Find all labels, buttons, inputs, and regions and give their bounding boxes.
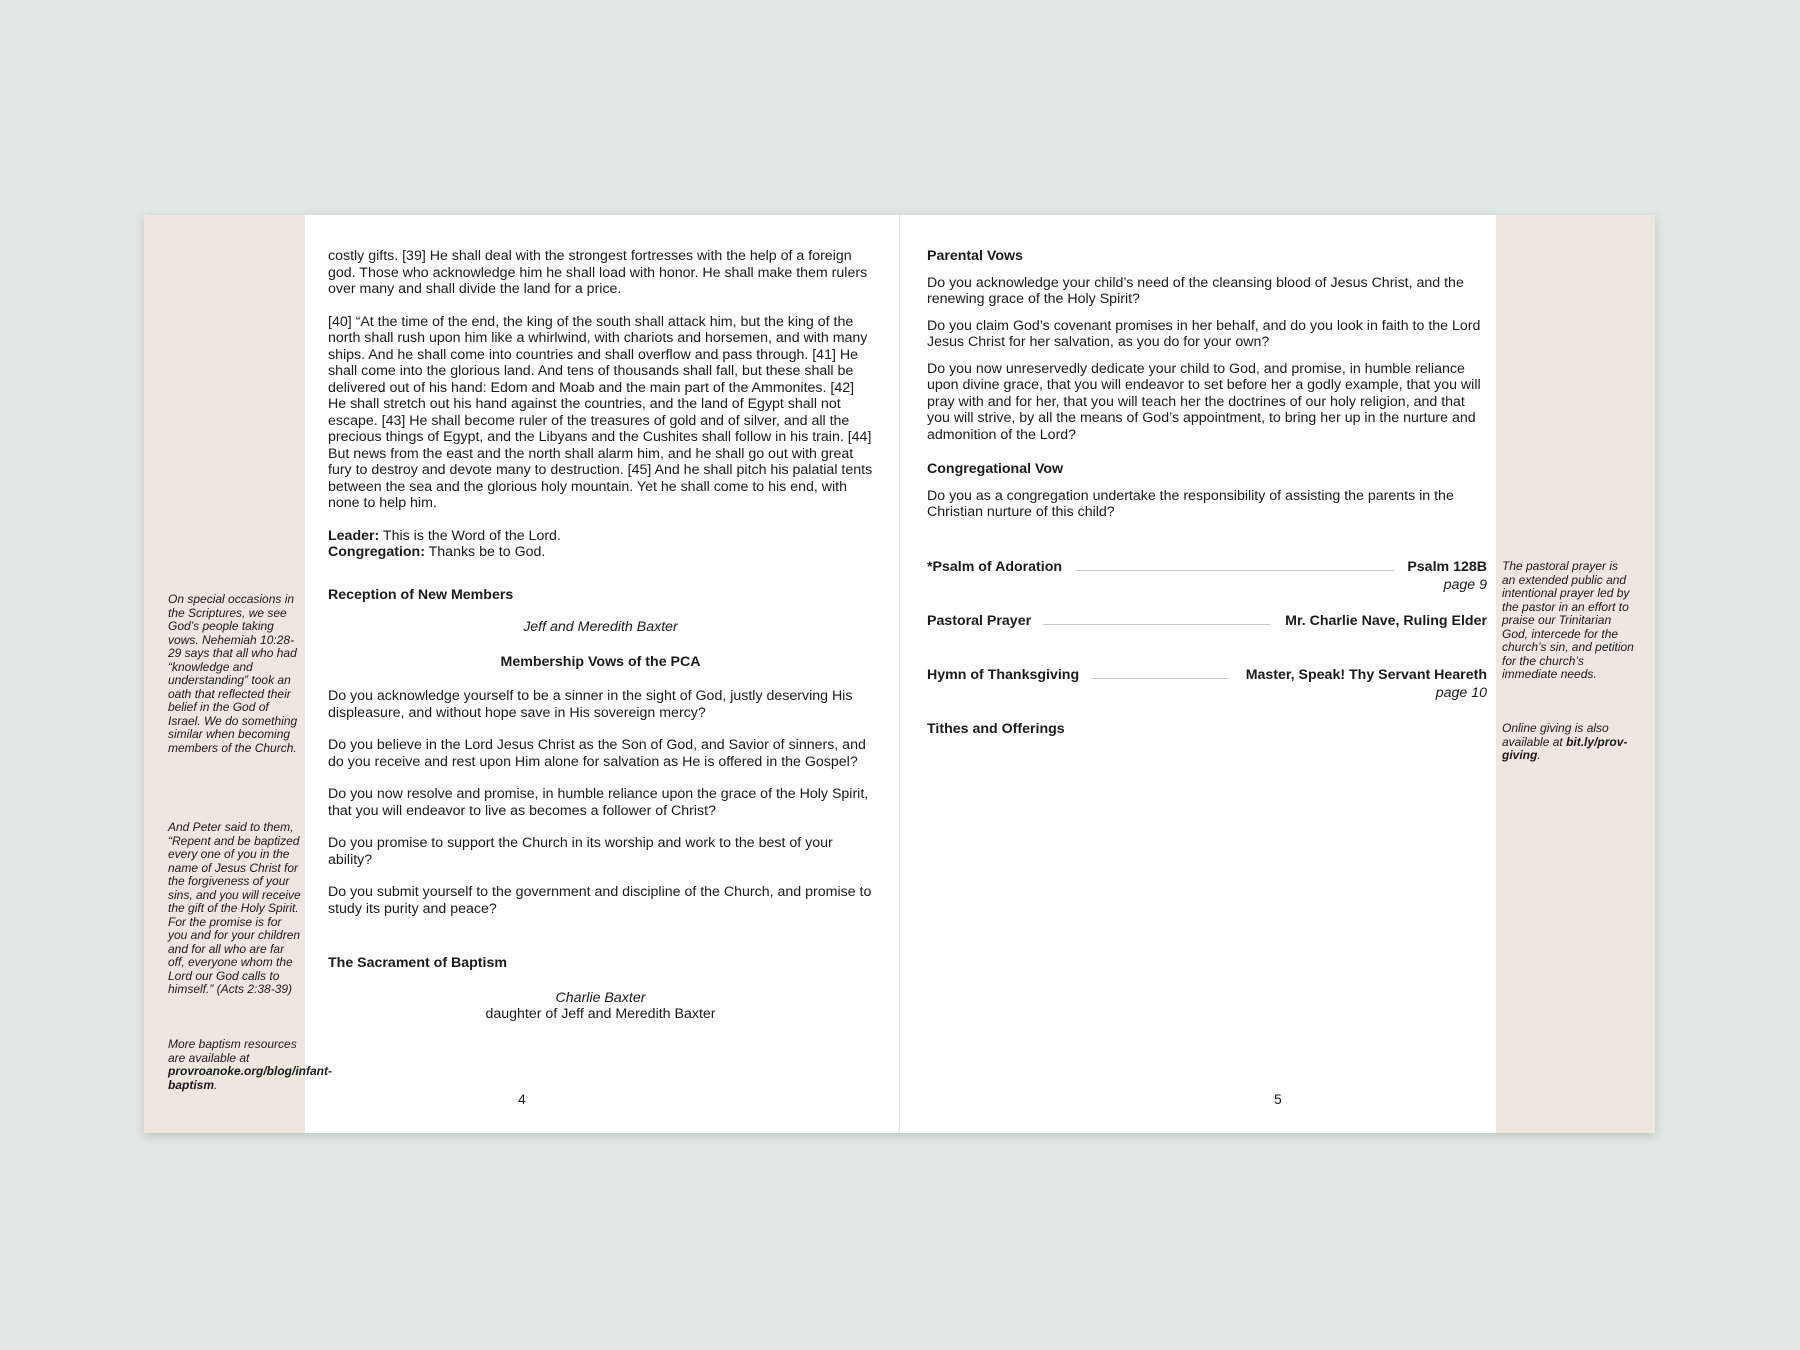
resources-note-lead: More baptism resources are available at [168, 1037, 297, 1065]
resources-note-text [168, 1037, 332, 1092]
parental-vow-3: Do you now unreservedly dedicate your child to God, and promise, in humble reliance upon divine grace, that you will endeavor to set before her a godly example, that you will pray with and for her, that you will teach her the doctrines of our holy religion, and that you will strive, by all the means of God’s appointment, to bring her up in the nurture and admonition of the Lord? [927, 360, 1481, 443]
scripture-reading-paragraph: [40] “At the time of the end, the king of the south shall attack him, but the king of the north shall rush upon him like a whirlwind, with chariots and horsemen, and with many ships. And he shall come into countries and shall overflow and pass through. [41] He shall come into the glorious land. And tens of thousands shall fall, but these shall be delivered out of his hand: Edom and Moab and the main part of the Ammonites. [42] He shall stretch out his hand against the countries, and the land of Egypt shall not escape. [43] He shall become ruler of the treasures of gold and of silver, and all the precious things of Egypt, and the Libyans and the Cushites shall follow in his train. [44] But news from the east and the north shall alarm him, and he shall go out with great fury to destroy and devote many to destruction. [45] And he shall pitch his palatial tents between the sea and the glorious holy mountain. Yet he shall come to his end, with none to help him. [328, 313, 873, 511]
leader-label: Leader: [328, 527, 380, 544]
scripture-reading-continued: costly gifts. [39] He shall deal with the strongest fortresses with the help of a foreign god. Those who acknowledge him he shall load with honor. He shall make them rulers over many and shall divide the land for a price. [328, 248, 868, 297]
page-gutter [899, 215, 900, 1133]
membership-vow-1: Do you acknowledge yourself to be a sinner in the sight of God, justly deserving His displeasure, and without hope save in His sovereign mercy? [328, 688, 853, 721]
baptism-scripture-note [168, 821, 302, 997]
page-number-left: 4 [518, 1091, 526, 1107]
order-item-label: *Psalm of Adoration [927, 559, 1063, 575]
baptism-resources-link[interactable]: provroanoke.org/blog/infant-baptism [168, 1064, 332, 1092]
order-item-label: Pastoral Prayer [927, 613, 1032, 629]
leader-rule [1043, 624, 1270, 625]
baptism-child-parents: daughter of Jeff and Meredith Baxter [485, 1006, 716, 1022]
order-item-page: page 10 [1435, 685, 1487, 701]
online-giving-note-text [1502, 722, 1634, 763]
booklet-spread [144, 215, 1655, 1133]
order-item-page: page 9 [1443, 577, 1487, 593]
leader-rule [1091, 678, 1229, 679]
reception-heading: Reception of New Members [328, 586, 514, 603]
membership-vow-4: Do you promise to support the Church in its worship and work to the best of your ability? [328, 835, 833, 868]
right-page-column [927, 248, 1487, 521]
new-members-names: Jeff and Meredith Baxter [523, 619, 678, 635]
order-item-pastoral-prayer [927, 613, 1487, 633]
membership-vows-heading: Membership Vows of the PCA [500, 653, 701, 670]
baptism-resources-note [168, 1037, 332, 1092]
online-giving-lead: Online giving is also available at [1502, 721, 1609, 749]
membership-vow-2: Do you believe in the Lord Jesus Christ as the Son of God, and Savior of sinners, and do you receive and rest upon Him alone for salvation as He is offered in the Gospel? [328, 737, 866, 770]
acts-note-text: And Peter said to them, “Repent and be baptized every one of you in the name of Jesus Christ for the forgiveness of your sins, and you will receive the gift of the Holy Spirit. For the promise is for you and for your children and for all who are far off, everyone whom the Lord our God calls to himself.” (Acts 2:38-39) [168, 820, 301, 996]
baptism-child-name: Charlie Baxter [555, 989, 646, 1006]
congregational-vow-text: Do you as a congregation undertake the responsibility of assisting the parents in the Christian nurture of this child? [927, 487, 1454, 520]
parental-vow-2: Do you claim God’s covenant promises in her behalf, and do you look in faith to the Lord Jesus Christ for her salvation, as you do for your own? [927, 317, 1481, 350]
baptism-heading: The Sacrament of Baptism [328, 955, 507, 971]
congregation-label: Congregation: [328, 544, 425, 560]
page-number-right: 5 [1274, 1091, 1282, 1107]
pastoral-prayer-note-text: The pastoral prayer is an extended public and intentional prayer led by the pastor in an effort to praise our Trinitarian God, intercede for the church’s sin, and petition for the church’s immediate needs. [1502, 559, 1634, 681]
order-item-label: Hymn of Thanksgiving [927, 667, 1080, 683]
leader-text: This is the Word of the Lord. [379, 527, 561, 544]
online-giving-link[interactable]: bit.ly/prov-giving [1502, 734, 1628, 762]
leader-response [328, 528, 876, 545]
membership-vow-3: Do you now resolve and promise, in humble reliance upon the grace of the Holy Spirit, that you will endeavor to live as becomes a follower of Christ? [328, 786, 869, 819]
congregation-response [328, 544, 876, 561]
order-item-tithes [927, 721, 1487, 741]
membership-vows-note [168, 593, 302, 755]
resources-note-end: . [214, 1077, 218, 1092]
congregational-vow-heading: Congregational Vow [927, 461, 1064, 477]
pastoral-prayer-note [1502, 560, 1634, 682]
online-giving-end: . [1537, 748, 1541, 762]
order-item-value: Psalm 128B [1407, 559, 1487, 575]
online-giving-note [1502, 722, 1634, 763]
order-item-value: Master, Speak! Thy Servant Heareth [1245, 667, 1487, 683]
order-item-hymn [927, 667, 1487, 703]
membership-vow-5: Do you submit yourself to the government and discipline of the Church, and promise to study its purity and peace? [328, 884, 872, 917]
order-item-label: Tithes and Offerings [927, 721, 1065, 737]
order-item-value: Mr. Charlie Nave, Ruling Elder [1285, 613, 1487, 629]
left-page-column [328, 248, 876, 1023]
congregation-text: Thanks be to God. [424, 544, 546, 560]
parental-vow-1: Do you acknowledge your child’s need of the cleansing blood of Jesus Christ, and the renewing grace of the Holy Spirit? [927, 274, 1464, 307]
parental-vows-heading: Parental Vows [927, 248, 1023, 264]
leader-rule [1076, 570, 1394, 571]
order-item-psalm [927, 559, 1487, 595]
vows-note-text: On special occasions in the Scriptures, we see God’s people taking vows. Nehemiah 10:28-29 says that all who had “knowledge and understanding” took an oath that reflected their belief in the God of Israel. We do something similar when becoming members of the Church. [168, 592, 298, 755]
